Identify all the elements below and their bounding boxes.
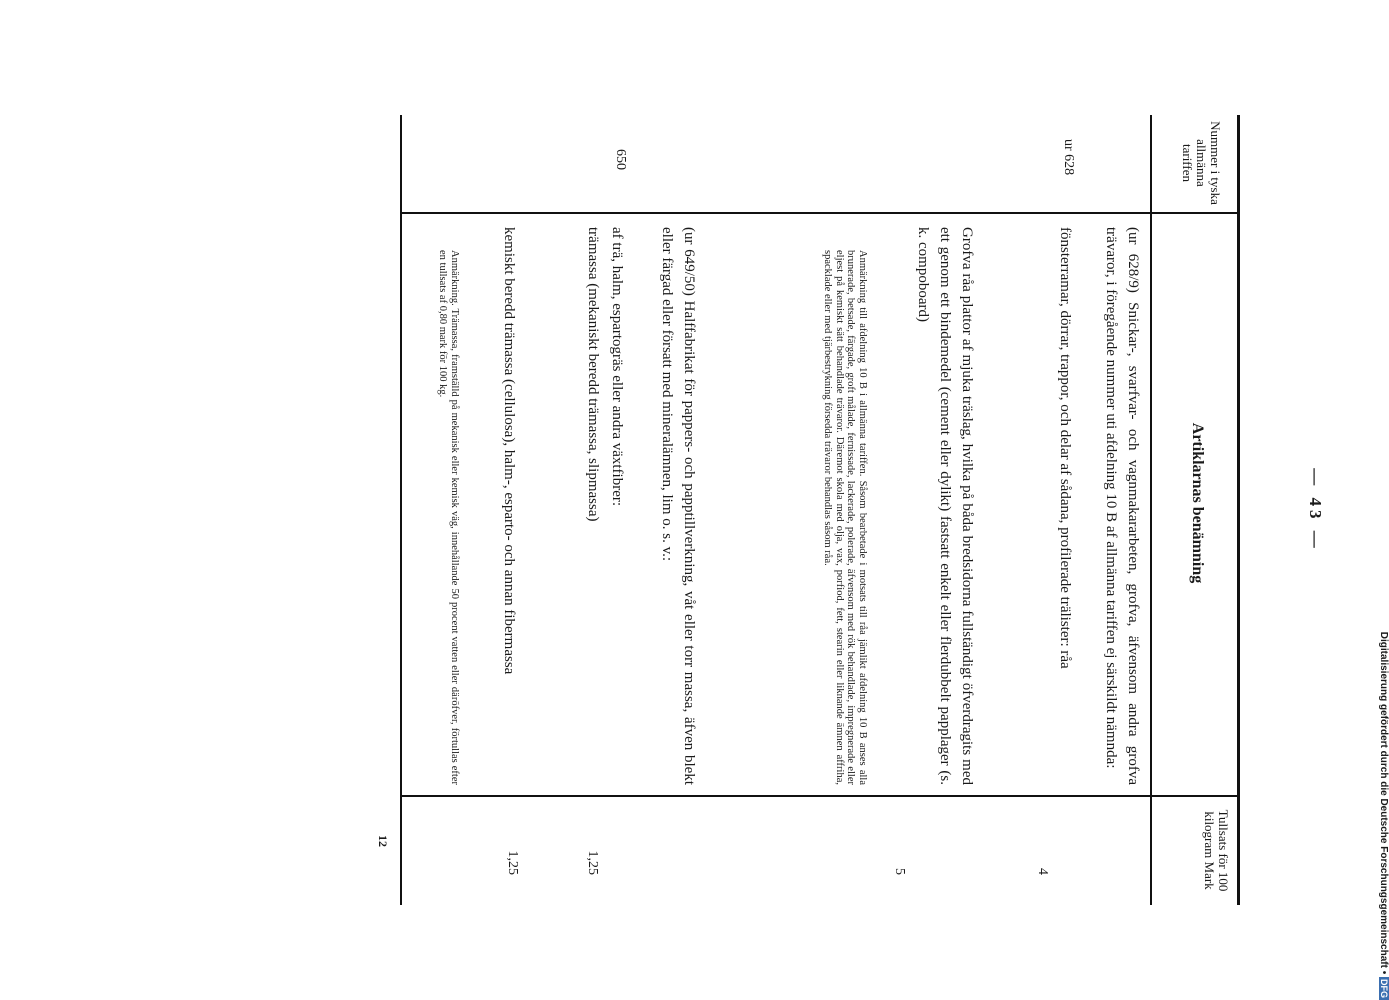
- page-number: — 43 —: [1306, 468, 1325, 552]
- row-4-note: Anmärkning till afdelning 10 B i allmänna tariffen. Såsom bearbetade i motsats till råa jämlikt afdelning 10 B anses alla brunerade, betsade, färgade, groft målade, fernissade, lackerade, polerade, äfvensom med rök behandlade, impregnerade eller eljest på kemiskt sätt behandlade trävaror. Däremot skola med olja, vax, porfiod, fett, stearin eller liknande ämnen affriha, spacklade eller med tjärbestrykning försedda trävaror behandlas såsom råa.: [822, 250, 868, 785]
- row-7-text: trämassa (mekaniskt beredd trämassa, slipmassa): [585, 227, 601, 522]
- row-5-text: (ur 649/50) Halffabrikat för pappers- och papptillverkning, våt eller torr massa, äfven blekt eller färgad eller försatt med mineralämnen, lim o. s. v.:: [659, 227, 697, 785]
- header-top-rule: [1237, 115, 1240, 905]
- header-col2: Artiklarnas benämning: [1189, 422, 1206, 584]
- row-8-text: kemiskt beredd trämassa (cellulosa), halm-, esparto- och annan fibermassa: [501, 227, 517, 675]
- digitization-text: Digitalisierung gefördert durch die Deutsche Forschungsgemeinschaft •: [1378, 631, 1389, 975]
- row-1-text: (ur 628/9) Snickar-, svarfvar- och vagnmakararbeten, grofva, äfvensom andra grofva trävaror, i föregående nummer uti afdelning 10 B af allmänna tariffen ej särskildt nämnda:: [1103, 227, 1141, 785]
- header-bottom-rule: [1151, 115, 1153, 905]
- row-3-text: Grofva råa plattor af mjuka träslag, hvilka på båda bredsidorna fullständigt öfverdragits med ett genom ett bindemedel (cement eller dylikt) fastsatt enkelt eller flerdubbelt papplager (s. k. compoboard): [915, 227, 975, 785]
- rotated-page: [265, 115, 1325, 905]
- header-col1: Nummer i tyska allmänna tariffen: [1180, 121, 1223, 205]
- row-6-text: af trä, halm, espartogräs eller andra växtfibrer:: [609, 227, 625, 507]
- digitization-notice: [1375, 10, 1389, 1000]
- row-3-rate: 5: [892, 868, 907, 875]
- header-col3: Tullsats för 100 kilogram Mark: [1202, 809, 1231, 892]
- row-2-rate: 4: [1035, 868, 1050, 875]
- dfg-logo: DFG: [1379, 979, 1389, 998]
- page-folio: 12: [376, 835, 390, 847]
- row-7-rate: 1,25: [585, 850, 600, 875]
- col-divider-2: [402, 795, 1240, 797]
- row-6-number: 650: [613, 149, 628, 170]
- table-bottom-rule: [401, 115, 403, 905]
- row-9-note: Anmärkning. Trämassa, framställd på mekanisk eller kemisk väg, innehållande 50 procent vatten eller däröfver, förtullas efter en tullsats af 0,80 mark för 100 kg.: [437, 250, 460, 785]
- col-divider-1: [402, 212, 1240, 214]
- row-2-number: ur 628: [1061, 139, 1076, 176]
- row-8-rate: 1,25: [505, 850, 520, 875]
- row-2-text: fönsterramar, dörrar, trappor, och delar af sådana, profilerade trälister: råa: [1057, 227, 1073, 669]
